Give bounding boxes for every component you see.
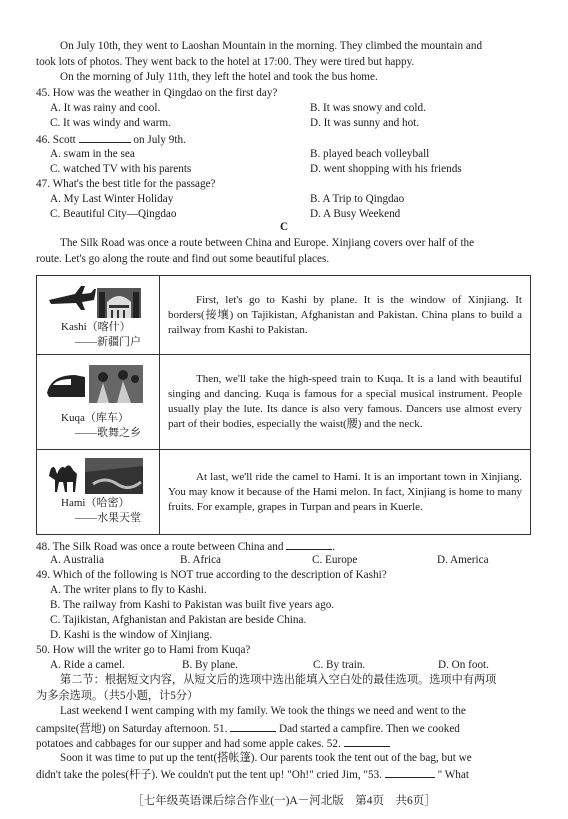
option-50b: B. By plane. bbox=[182, 659, 238, 671]
section-c-heading: C bbox=[279, 221, 289, 233]
option-50c: C. By train. bbox=[313, 659, 366, 671]
option-49c: C. Tajikistan, Afghanistan and Pakistan are beside China. bbox=[50, 614, 307, 626]
option-49b: B. The railway from Kashi to Pakistan was built five years ago. bbox=[50, 599, 335, 611]
places-table bbox=[36, 275, 531, 535]
option-48c: C. Europe bbox=[312, 554, 358, 566]
plane-and-gate-icon bbox=[45, 280, 145, 320]
hami-subcaption: ——水果天堂 bbox=[75, 512, 141, 524]
section-c-intro: route. Let's go along the route and find out some beautiful places. bbox=[36, 253, 330, 265]
question-47-stem: 47. What's the best title for the passage? bbox=[36, 178, 216, 190]
question-48-stem: 48. The Silk Road was once a route between China and . bbox=[36, 538, 335, 555]
option-46c: C. watched TV with his parents bbox=[50, 163, 192, 175]
kashi-text: First, let's go to Kashi by plane. It is the window of Xinjiang. It borders(接壤) on Tajikistan, Afghanistan and Pakistan. China plans to build a railway from Kashi to Pakistan. bbox=[160, 276, 531, 355]
passage-line-post: Dad started a campfire. Then we cooked bbox=[278, 723, 460, 735]
part2-instruction: 为多余选项。（共5小题，计5分） bbox=[36, 690, 199, 702]
train-and-dancers-icon bbox=[45, 363, 145, 405]
passage-line bbox=[36, 766, 469, 783]
section-c-intro: The Silk Road was once a route between China and Europe. Xinjiang covers over half of the bbox=[60, 237, 475, 249]
option-46b: B. played beach volleyball bbox=[310, 148, 430, 160]
option-45d: D. It was sunny and hot. bbox=[310, 117, 420, 129]
answer-blank-52[interactable] bbox=[344, 735, 390, 747]
kuqa-text: Then, we'll take the high-speed train to Kuqa. It is a land with beautiful singing and dancing. Kuqa is famous for a special musical instrument. People usually play the lute. Its dance is also very famous. Dancers use almost every part of their bodies, especially the waist(腰) and the neck. bbox=[160, 355, 531, 450]
table-row bbox=[37, 276, 531, 355]
page-footer: ［七年级英语课后综合作业(一)A－河北版 第4页 共6页］ bbox=[132, 795, 436, 807]
story-b-line: On the morning of July 11th, they left the hotel and took the bus home. bbox=[60, 71, 378, 83]
hami-caption: Hami（哈密） bbox=[61, 497, 130, 509]
option-45a: A. It was rainy and cool. bbox=[50, 102, 161, 114]
option-46d: D. went shopping with his friends bbox=[310, 163, 462, 175]
passage-line: Last weekend I went camping with my family. We took the things we need and went to the bbox=[60, 705, 466, 717]
passage-line: Soon it was time to put up the tent(搭帐篷). Our parents took the tent out of the bag, but we bbox=[60, 752, 472, 764]
kuqa-subcaption: ——歌舞之乡 bbox=[75, 427, 141, 439]
option-47a: A. My Last Winter Holiday bbox=[50, 193, 174, 205]
option-48d: D. America bbox=[437, 554, 489, 566]
question-50-stem: 50. How will the writer go to Hami from Kuqa? bbox=[36, 644, 251, 656]
option-47b: B. A Trip to Qingdao bbox=[310, 193, 405, 205]
answer-blank-53[interactable] bbox=[385, 766, 435, 778]
option-49d: D. Kashi is the window of Xinjiang. bbox=[50, 629, 213, 641]
hami-text: At last, we'll ride the camel to Hami. It is an important town in Xinjiang. You may know it because of the Hami melon. In fact, Xinjiang is home to many fruits. For example, grapes in Turpan and pears in Kuerle. bbox=[160, 450, 531, 535]
option-47d: D. A Busy Weekend bbox=[310, 208, 401, 220]
option-47c: C. Beautiful City—Qingdao bbox=[50, 208, 177, 220]
table-row bbox=[37, 355, 531, 450]
option-49a: A. The writer plans to fly to Kashi. bbox=[50, 584, 207, 596]
camel-and-orchard-icon bbox=[45, 454, 145, 496]
kashi-picture-cell bbox=[37, 276, 160, 355]
question-49-stem: 49. Which of the following is NOT true according to the description of Kashi? bbox=[36, 569, 387, 581]
passage-line-pre: potatoes and cabbages for our supper and had some apple cakes. 52. bbox=[36, 738, 341, 750]
question-46-stem-pre: 46. Scott bbox=[36, 134, 76, 146]
part2-instruction: 第二节：根据短文内容，从短文后的选项中选出能填入空白处的最佳选项。选项中有两项 bbox=[60, 674, 497, 686]
answer-blank[interactable] bbox=[79, 131, 131, 143]
option-46a: A. swam in the sea bbox=[50, 148, 135, 160]
table-row bbox=[37, 450, 531, 535]
answer-blank[interactable] bbox=[286, 538, 332, 550]
option-48b: B. Africa bbox=[180, 554, 222, 566]
kuqa-caption: Kuqa（库车） bbox=[61, 412, 129, 424]
kuqa-picture-cell bbox=[37, 355, 160, 450]
answer-blank-51[interactable] bbox=[230, 720, 276, 732]
question-46-stem bbox=[36, 131, 186, 148]
story-b-line: took lots of photos. They went back to the hotel at 17:00. They were tired but happy. bbox=[36, 56, 415, 68]
option-50d: D. On foot. bbox=[438, 659, 489, 671]
question-45-stem: 45. How was the weather in Qingdao on the first day? bbox=[36, 87, 278, 99]
hami-picture-cell bbox=[37, 450, 160, 535]
question-48-stem-text: 48. The Silk Road was once a route between China and bbox=[36, 541, 284, 553]
option-50a: A. Ride a camel. bbox=[50, 659, 125, 671]
kashi-caption: Kashi（喀什） bbox=[61, 321, 131, 333]
option-45b: B. It was snowy and cold. bbox=[310, 102, 426, 114]
option-45c: C. It was windy and warm. bbox=[50, 117, 171, 129]
story-b-line: On July 10th, they went to Laoshan Mountain in the morning. They climbed the mountain and bbox=[60, 40, 483, 52]
question-46-stem-post: on July 9th. bbox=[133, 134, 186, 146]
passage-line bbox=[36, 735, 390, 752]
passage-line-pre: campsite(营地) on Saturday afternoon. 51. bbox=[36, 723, 228, 735]
passage-line-post: " What bbox=[437, 769, 469, 781]
kashi-subcaption: ——新疆门户 bbox=[75, 336, 141, 348]
option-48a: A. Australia bbox=[50, 554, 105, 566]
passage-line-pre: didn't take the poles(杆子). We couldn't put the tent up! "Oh!" cried Jim, "53. bbox=[36, 769, 382, 781]
